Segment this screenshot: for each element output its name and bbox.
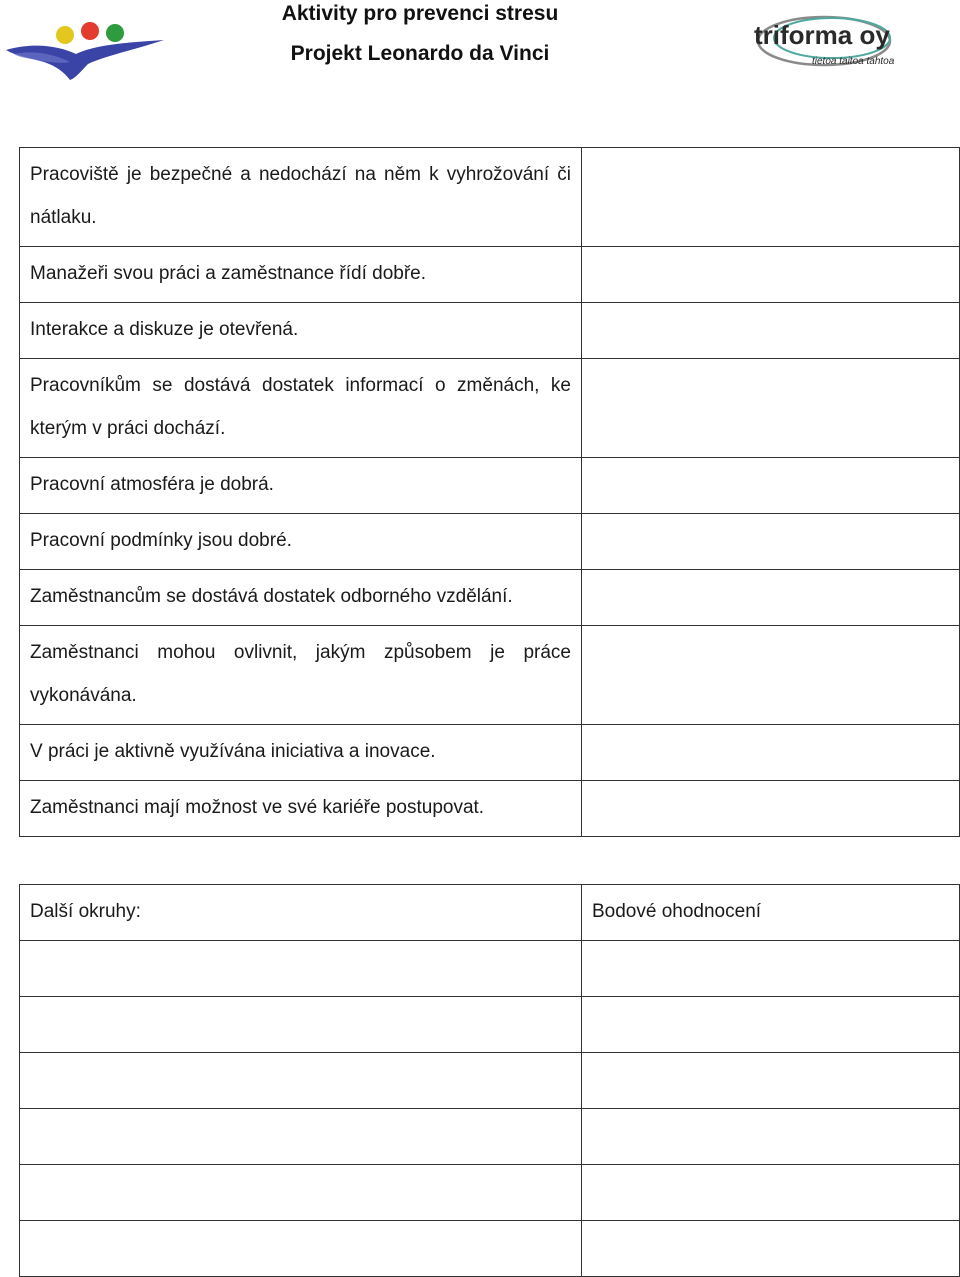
score-cell[interactable] xyxy=(582,997,960,1053)
score-cell[interactable] xyxy=(582,1165,960,1221)
rating-cell[interactable] xyxy=(582,247,960,303)
statement-cell: Zaměstnanci mohou ovlivnit, jakým způsobem je práce vykonávána. xyxy=(20,626,582,725)
table-row xyxy=(20,725,960,781)
table-row xyxy=(20,1109,960,1165)
table-header-row xyxy=(20,885,960,941)
statement-cell: Zaměstnanci mají možnost ve své kariéře postupovat. xyxy=(20,781,582,837)
table-row xyxy=(20,570,960,626)
statement-cell: Pracovní podmínky jsou dobré. xyxy=(20,514,582,570)
rating-cell[interactable] xyxy=(582,148,960,247)
topic-cell[interactable] xyxy=(20,1109,582,1165)
statement-cell: Interakce a diskuze je otevřená. xyxy=(20,303,582,359)
statements-table xyxy=(19,147,960,837)
table-row xyxy=(20,1221,960,1277)
table-row xyxy=(20,359,960,458)
score-cell[interactable] xyxy=(582,941,960,997)
topic-cell[interactable] xyxy=(20,1221,582,1277)
topics-table xyxy=(19,884,960,1277)
table-row xyxy=(20,514,960,570)
table-row xyxy=(20,941,960,997)
table-row xyxy=(20,303,960,359)
triforma-wordmark: triforma oy xyxy=(754,20,890,50)
table-row xyxy=(20,458,960,514)
statement-cell: Pracovníkům se dostává dostatek informací o změnách, ke kterým v práci dochází. xyxy=(20,359,582,458)
statement-cell: Pracoviště je bezpečné a nedochází na něm k vyhrožování či nátlaku. xyxy=(20,148,582,247)
table-row xyxy=(20,997,960,1053)
score-cell[interactable] xyxy=(582,1053,960,1109)
rating-cell[interactable] xyxy=(582,303,960,359)
topics-header-label: Další okruhy: xyxy=(20,885,582,941)
rating-cell[interactable] xyxy=(582,725,960,781)
leonardo-da-vinci-logo xyxy=(4,20,169,82)
table-row xyxy=(20,1053,960,1109)
triforma-logo xyxy=(752,8,922,80)
topic-cell[interactable] xyxy=(20,997,582,1053)
table-row xyxy=(20,1165,960,1221)
table-row xyxy=(20,247,960,303)
topic-cell[interactable] xyxy=(20,941,582,997)
statement-cell: Pracovní atmosféra je dobrá. xyxy=(20,458,582,514)
statement-cell: Zaměstnancům se dostává dostatek odborného vzdělání. xyxy=(20,570,582,626)
score-cell[interactable] xyxy=(582,1221,960,1277)
rating-cell[interactable] xyxy=(582,514,960,570)
page-subtitle: Projekt Leonardo da Vinci xyxy=(290,42,550,65)
table-row xyxy=(20,781,960,837)
score-cell[interactable] xyxy=(582,1109,960,1165)
rating-cell[interactable] xyxy=(582,626,960,725)
statement-cell: Manažeři svou práci a zaměstnance řídí dobře. xyxy=(20,247,582,303)
rating-cell[interactable] xyxy=(582,359,960,458)
topic-cell[interactable] xyxy=(20,1053,582,1109)
triforma-tagline: tietoa taitoa tahtoa xyxy=(812,56,895,67)
rating-cell[interactable] xyxy=(582,781,960,837)
rating-cell[interactable] xyxy=(582,570,960,626)
score-header-label: Bodové ohodnocení xyxy=(582,885,960,941)
statement-cell: V práci je aktivně využívána iniciativa a inovace. xyxy=(20,725,582,781)
table-row xyxy=(20,626,960,725)
page-title: Aktivity pro prevenci stresu xyxy=(281,2,559,25)
table-row xyxy=(20,148,960,247)
rating-cell[interactable] xyxy=(582,458,960,514)
topic-cell[interactable] xyxy=(20,1165,582,1221)
